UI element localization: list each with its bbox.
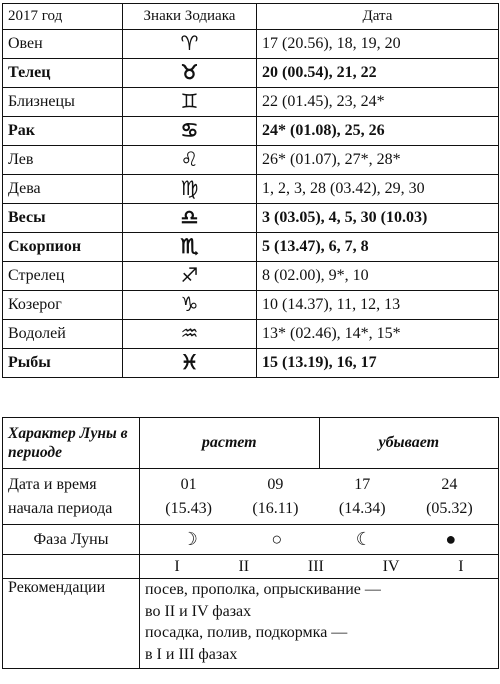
period-date: [426, 473, 473, 519]
sign-name: Рыбы: [3, 349, 123, 378]
header-date: Дата: [257, 4, 499, 30]
period-time: (15.43): [165, 499, 212, 517]
sign-name: Козерог: [3, 291, 123, 320]
zodiac-symbol-icon: ♉︎: [123, 59, 257, 88]
sign-name: Телец: [3, 59, 123, 88]
header-year: 2017 год: [3, 4, 123, 30]
period-date: [165, 473, 212, 519]
sign-dates: 10 (14.37), 11, 12, 13: [257, 291, 499, 320]
waxing-label: растет: [140, 418, 320, 468]
table-row: [3, 349, 499, 378]
moon-character-row: [3, 418, 499, 469]
zodiac-symbol-icon: ♒︎: [123, 320, 257, 349]
moon-phase-table: [2, 417, 499, 669]
zodiac-symbol-icon: ♐︎: [123, 262, 257, 291]
period-start-row: [3, 469, 499, 525]
recommendations-label: Рекомендации: [3, 579, 140, 669]
period-day: 09: [267, 476, 284, 494]
first-quarter-moon-icon: ☽: [181, 528, 198, 549]
phase-number: III: [307, 557, 324, 575]
phase-number: I: [174, 557, 180, 575]
moon-character-label: Характер Луны в периоде: [3, 418, 140, 469]
last-quarter-moon-icon: ☾: [355, 528, 372, 549]
zodiac-symbol-icon: ♈︎: [123, 30, 257, 59]
period-time: (05.32): [426, 499, 473, 517]
period-date: [339, 473, 386, 519]
table-row: [3, 175, 499, 204]
header-sign: Знаки Зодиака: [123, 4, 257, 30]
zodiac-header-row: [3, 4, 499, 30]
period-time: (14.34): [338, 499, 386, 517]
zodiac-symbol-icon: ♓︎: [123, 349, 257, 378]
recommendations-row: [3, 579, 499, 669]
period-day: 17: [354, 476, 371, 494]
table-row: [3, 204, 499, 233]
sign-name: Овен: [3, 30, 123, 59]
recommendations-text: [140, 579, 499, 669]
table-row: [3, 88, 499, 117]
sign-dates: 13* (02.46), 14*, 15*: [257, 320, 499, 349]
period-date: [252, 473, 298, 519]
period-start-label: Дата и время начала периода: [3, 469, 140, 525]
sign-dates: 22 (01.45), 23, 24*: [257, 88, 499, 117]
table-row: [3, 291, 499, 320]
zodiac-symbol-icon: ♏︎: [123, 233, 257, 262]
period-time: (16.11): [252, 499, 299, 517]
recommendation-line: в I и III фазах: [145, 645, 238, 663]
table-row: [3, 30, 499, 59]
moon-phase-icons: [145, 525, 493, 554]
period-day: 01: [180, 476, 197, 494]
zodiac-symbol-icon: ♌︎: [123, 146, 257, 175]
sign-name: Дева: [3, 175, 123, 204]
sign-dates: 1, 2, 3, 28 (03.42), 29, 30: [257, 175, 499, 204]
full-moon-icon: ○: [271, 528, 283, 549]
sign-dates: 20 (00.54), 21, 22: [257, 59, 499, 88]
sign-dates: 15 (13.19), 16, 17: [257, 349, 499, 378]
zodiac-symbol-icon: ♍︎: [123, 175, 257, 204]
sign-name: Близнецы: [3, 88, 123, 117]
sign-dates: 5 (13.47), 6, 7, 8: [257, 233, 499, 262]
sign-name: Рак: [3, 117, 123, 146]
sign-dates: 3 (03.05), 4, 5, 30 (10.03): [257, 204, 499, 233]
period-dates: [145, 469, 493, 524]
table-row: [3, 59, 499, 88]
zodiac-symbol-icon: ♊︎: [123, 88, 257, 117]
phase-numbers: [145, 555, 493, 578]
phase-number: IV: [382, 557, 400, 575]
phase-number-row: [3, 555, 499, 579]
sign-dates: 24* (01.08), 25, 26: [257, 117, 499, 146]
zodiac-table: [2, 3, 499, 378]
zodiac-symbol-icon: ♋︎: [123, 117, 257, 146]
sign-name: Скорпион: [3, 233, 123, 262]
phase-number: II: [238, 557, 250, 575]
recommendation-line: во II и IV фазах: [145, 602, 252, 620]
sign-name: Лев: [3, 146, 123, 175]
sign-name: Водолей: [3, 320, 123, 349]
phase-number: I: [458, 557, 464, 575]
period-day: 24: [441, 476, 458, 494]
table-row: [3, 262, 499, 291]
moon-phase-label: Фаза Луны: [3, 525, 140, 555]
sign-name: Весы: [3, 204, 123, 233]
recommendation-line: посадка, полив, подкормка —: [145, 624, 348, 642]
sign-name: Стрелец: [3, 262, 123, 291]
waning-label: убывает: [378, 434, 440, 452]
sign-dates: 26* (01.07), 27*, 28*: [257, 146, 499, 175]
sign-dates: 8 (02.00), 9*, 10: [257, 262, 499, 291]
table-row: [3, 233, 499, 262]
recommendation-line: посев, прополка, опрыскивание —: [145, 581, 381, 598]
table-row: [3, 117, 499, 146]
sign-dates: 17 (20.56), 18, 19, 20: [257, 30, 499, 59]
table-row: [3, 146, 499, 175]
zodiac-symbol-icon: ♑︎: [123, 291, 257, 320]
moon-phase-row: [3, 525, 499, 555]
new-moon-icon: ●: [445, 528, 457, 549]
table-row: [3, 320, 499, 349]
zodiac-symbol-icon: ♎︎: [123, 204, 257, 233]
